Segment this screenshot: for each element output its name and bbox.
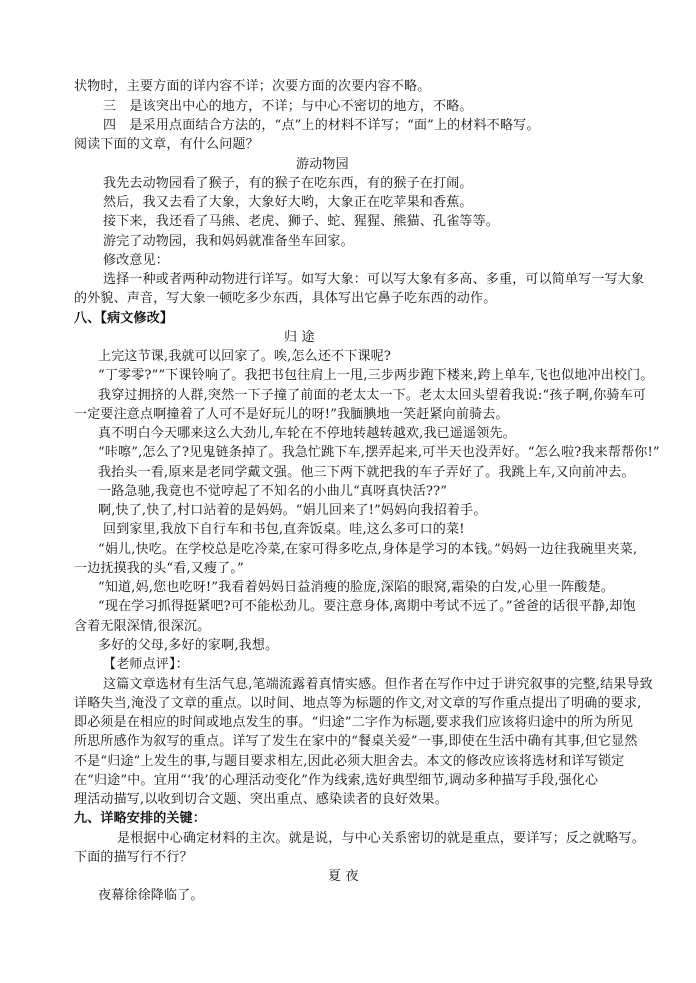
para-line: 详略失当,淹没了文章的重点。以时间、地点等为标题的作文,对文章的写作重点提出了明确的要求, [74,696,642,711]
para-line: 然后，我又去看了大象，大象好大哟，大象正在吃苹果和香蕉。 [103,195,473,210]
para-line: “咔嚓”,怎么了?见鬼链条掉了。我急忙跳下车,摆弄起来,可半天也没弄好。“怎么啦?我来帮帮你!” [98,445,660,460]
para-line: 下面的描写行不行？ [74,850,193,865]
para-line: 选择一种或者两种动物进行详写。如写大象：可以写大象有多高、多重，可以简单写一写大象 [103,272,645,287]
para-line: 回到家里,我放下自行车和书包,直奔饭桌。哇,这么多可口的菜! [103,522,465,537]
para-line: 我先去动物园看了猴子，有的猴子在吃东西，有的猴子在打闹。 [103,176,473,191]
para-line: 游完了动物园，我和妈妈就准备坐车回家。 [103,234,354,249]
section-heading: 九、详略安排的关键： [74,811,207,826]
para-line: 一定要注意点啊撞着了人可不是好玩儿的呀!”我腼腆地一笑赶紧向前骑去。 [74,407,509,422]
para-line: 一边抚摸我的头“看,又瘦了。” [74,561,244,576]
para-line: 是根据中心确定材料的主次。就是说，与中心关系密切的就是重点，要详写；反之就略写。 [117,831,646,846]
para-line: “知道,妈,您也吃呀!”我看着妈妈日益消瘦的脸庞,深陷的眼窝,霜染的白发,心里一阵酸楚。 [98,580,614,595]
comment-heading: 【老师点评】： [103,657,189,672]
para-line: “现在学习抓得挺紧吧?可不能松劲儿。要注意身体,离期中考试不远了。”爸爸的话很平静,却饱 [98,599,636,614]
para-line: 状物时，主要方面的详内容不详；次要方面的次要内容不略。 [74,79,431,94]
para-line: 所思所感作为叙写的重点。详写了发生在家中的“餐桌关爱”一事,即使在生活中确有其事,但它显然 [74,734,638,749]
para-line: 多好的父母,多好的家啊,我想。 [98,638,279,653]
para-line: 在“归途”中。宜用“‘我’的心理活动变化”作为线索,选好典型细节,调动多种描写手段,强化心 [74,773,599,788]
para-line: 不是“归途”上发生的事,与题目要求相左,因此必须大胆舍去。本文的修改应该将选材和详写锁定 [74,754,625,769]
section-heading: 八、【病文修改】 [74,311,174,326]
para-line: 的外貌、声音，写大象一顿吃多少东西，具体写出它鼻子吃东西的动作。 [74,291,497,306]
para-line: 我穿过拥挤的人群,突然一下子撞了前面的老太太一下。老太太回头望着我说:“孩子啊,你骑车可 [98,388,647,403]
para-line: 修改意见： [103,253,170,268]
para-line: 四 是采用点面结合方法的，“点”上的材料不详写；“面”上的材料不略写。 [103,118,540,133]
para-line: 我抬头一看,原来是老同学戴文强。他三下两下就把我的车子弄好了。我跳上车,又向前冲去。 [98,465,635,480]
para-line: 即必须是在相应的时间或地点发生的事。“归途”二字作为标题,要求我们应该将归途中的所为所见 [74,715,634,730]
para-line: 夜幕徐徐降临了。 [98,888,204,903]
para-line: 一路急驰,我竟也不觉哼起了不知名的小曲儿“真呀真快活??” [98,484,448,499]
para-line: 含着无限深情,很深沉。 [74,619,211,634]
para-line: 上完这节课,我就可以回家了。唉,怎么还不下课呢? [98,349,392,364]
para-line: “丁零零?””下课铃响了。我把书包往肩上一甩,三步两步跑下楼来,跨上单车,飞也似地冲出校门。 [98,368,654,383]
para-line: 理活动描写,以收到切合文题、突出重点、感染读者的良好效果。 [74,792,448,807]
essay-title: 游动物园 [296,157,349,172]
para-line: 这篇文章选材有生活气息,笔端流露着真情实感。但作者在写作中过于讲究叙事的完整,结果导致 [103,677,653,692]
para-line: 啊,快了,快了,村口站着的是妈妈。“娟儿回来了!”妈妈向我招着手。 [98,503,487,518]
essay-title: 归 途 [284,330,315,345]
para-line: 接下来，我还看了马熊、老虎、狮子、蛇、猩猩、熊猫、孔雀等等。 [103,214,500,229]
para-line: 真不明白今天哪来这么大劲儿,车轮在不停地转越转越欢,我已遥遥领先。 [98,426,516,441]
para-line: 阅读下面的文章，有什么问题？ [74,137,259,152]
essay-title: 夏 夜 [328,869,359,884]
para-line: 三 是该突出中心的地方，不详；与中心不密切的地方，不略。 [103,99,473,114]
para-line: “娟儿,快吃。在学校总是吃冷菜,在家可得多吃点,身体是学习的本钱。”妈妈一边往我碗里夹菜, [98,542,638,557]
